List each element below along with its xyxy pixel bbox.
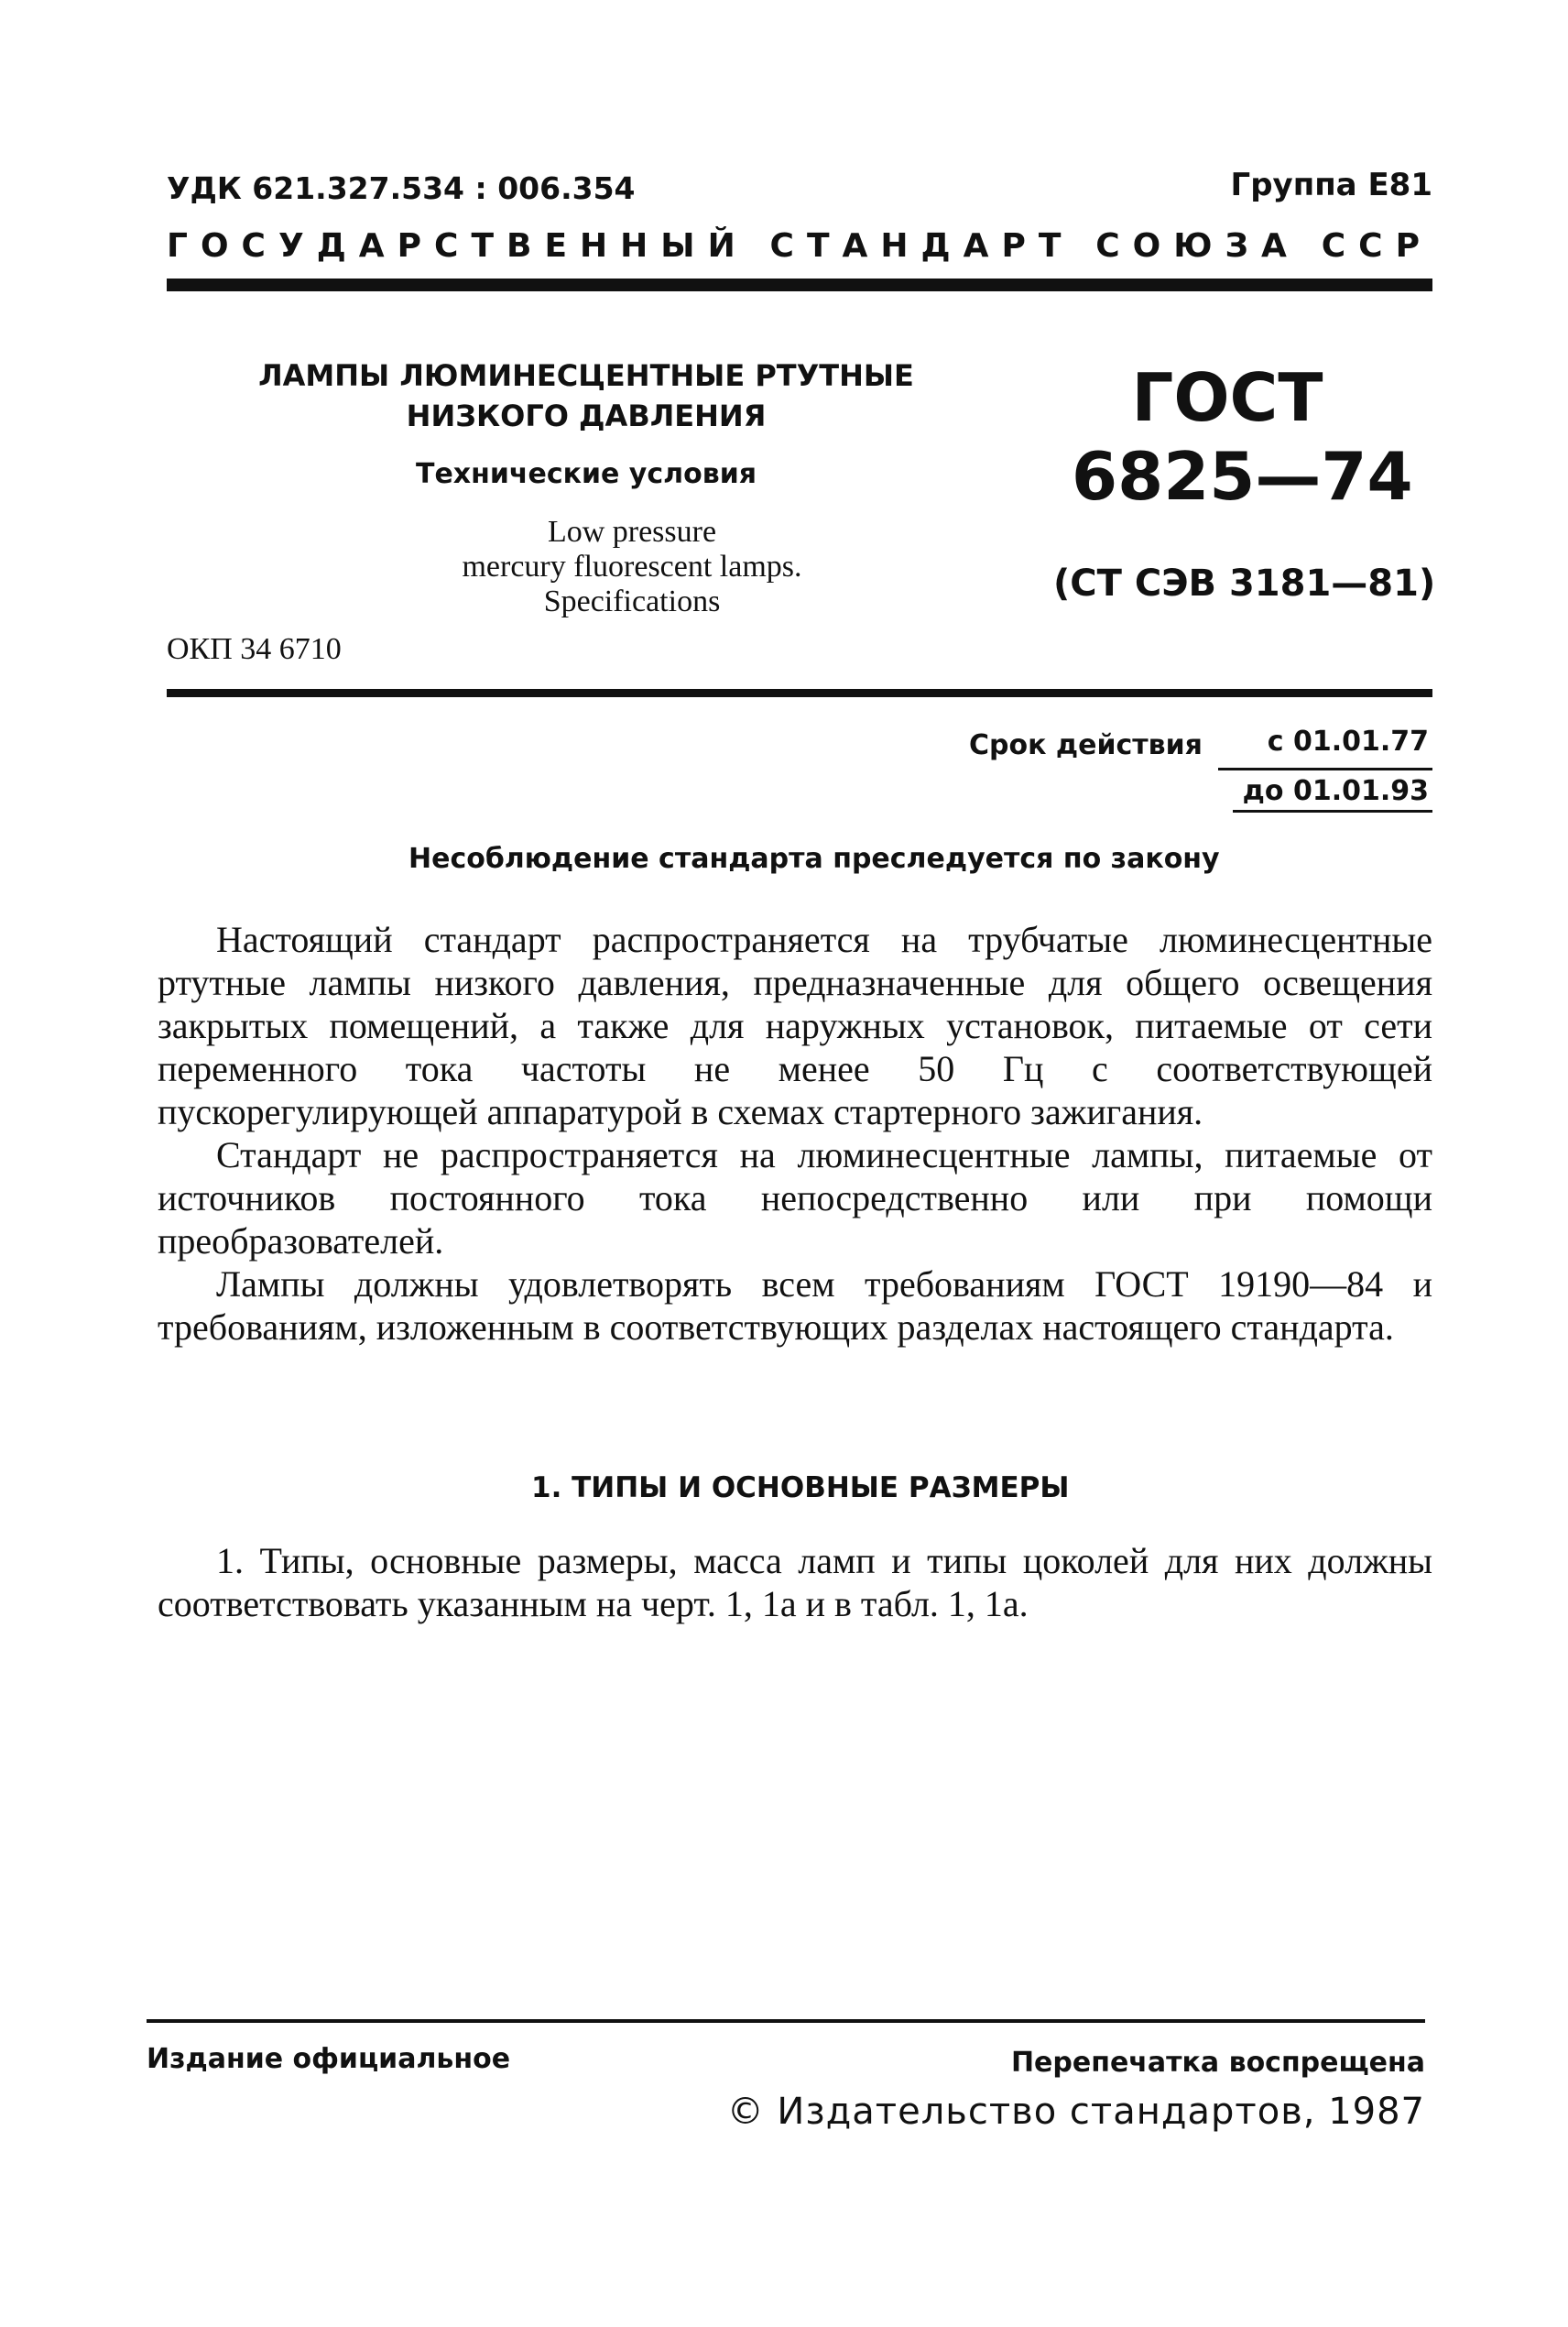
valid-from-date: с 01.01.77 <box>1267 726 1429 758</box>
validity-rule <box>1218 768 1432 770</box>
body-text <box>158 918 1432 1349</box>
reprint-prohibited-label: Перепечатка воспрещена <box>1010 2047 1425 2079</box>
official-edition-label: Издание официальное <box>147 2043 511 2075</box>
gost-number: 6825—74 <box>1072 438 1413 515</box>
title-line-2: НИЗКОГО ДАВЛЕНИЯ <box>406 399 767 433</box>
title-subtitle: Технические условия <box>416 458 757 490</box>
document-title <box>229 355 943 495</box>
valid-to-date: до 01.01.93 <box>1242 775 1429 807</box>
title-rule <box>167 689 1432 697</box>
clause-paragraph: 1. Типы, основные размеры, масса ламп и типы цоколей для них должны соответствовать указанным на черт. 1, 1а и в табл. 1, 1а. <box>158 1540 1432 1624</box>
validity-label: Срок действия <box>969 729 1203 761</box>
body-paragraph: Стандарт не распространяется на люминесцентные лампы, питаемые от источников постоянного тока непосредственно или при помощи преобразователей. <box>158 1134 1432 1262</box>
banner-word: СТАНДАРТ <box>769 227 1074 265</box>
english-title-line: Low pressure <box>547 515 717 549</box>
okp-code: ОКП 34 6710 <box>167 632 342 666</box>
st-sev-reference: (СТ СЭВ 3181—81) <box>1053 563 1436 605</box>
title-line-1: ЛАМПЫ ЛЮМИНЕСЦЕНТНЫЕ РТУТНЫЕ <box>258 358 914 393</box>
header-rule <box>167 279 1432 291</box>
english-title-line: Specifications <box>543 584 721 618</box>
group-code: Группа Е81 <box>1230 167 1432 203</box>
udk-code: УДК 621.327.534 : 006.354 <box>167 170 636 206</box>
body-paragraph: Лампы должны удовлетворять всем требованиям ГОСТ 19190—84 и требованиям, изложенным в соответствующих разделах настоящего стандарта. <box>158 1263 1432 1348</box>
validity-rule <box>1233 810 1432 813</box>
footer-rule <box>147 2019 1425 2023</box>
body-paragraph: Настоящий стандарт распространяется на трубчатые люминесцентные ртутные лампы низкого давления, предназначенные для общего освещения закрытых помещений, а также для наружных установок, питаемые от сети переменного тока частоты не менее 50 Гц с соответствующей пускорегулирующей аппаратурой в схемах стартерного зажигания. <box>158 919 1432 1132</box>
publisher-copyright: © Издательство стандартов, 1987 <box>726 2091 1425 2133</box>
state-standard-banner <box>167 227 1432 265</box>
gost-label: ГОСТ <box>1131 359 1323 436</box>
banner-word: ССР <box>1321 227 1432 265</box>
legal-warning: Несоблюдение стандарта преследуется по закону <box>408 843 1220 875</box>
section-heading: 1. ТИПЫ И ОСНОВНЫЕ РАЗМЕРЫ <box>531 1471 1070 1504</box>
english-title <box>348 515 916 619</box>
english-title-line: mercury fluorescent lamps. <box>462 550 802 584</box>
banner-word: ГОСУДАРСТВЕННЫЙ <box>167 227 748 265</box>
banner-word: СОЮЗА <box>1095 227 1300 265</box>
